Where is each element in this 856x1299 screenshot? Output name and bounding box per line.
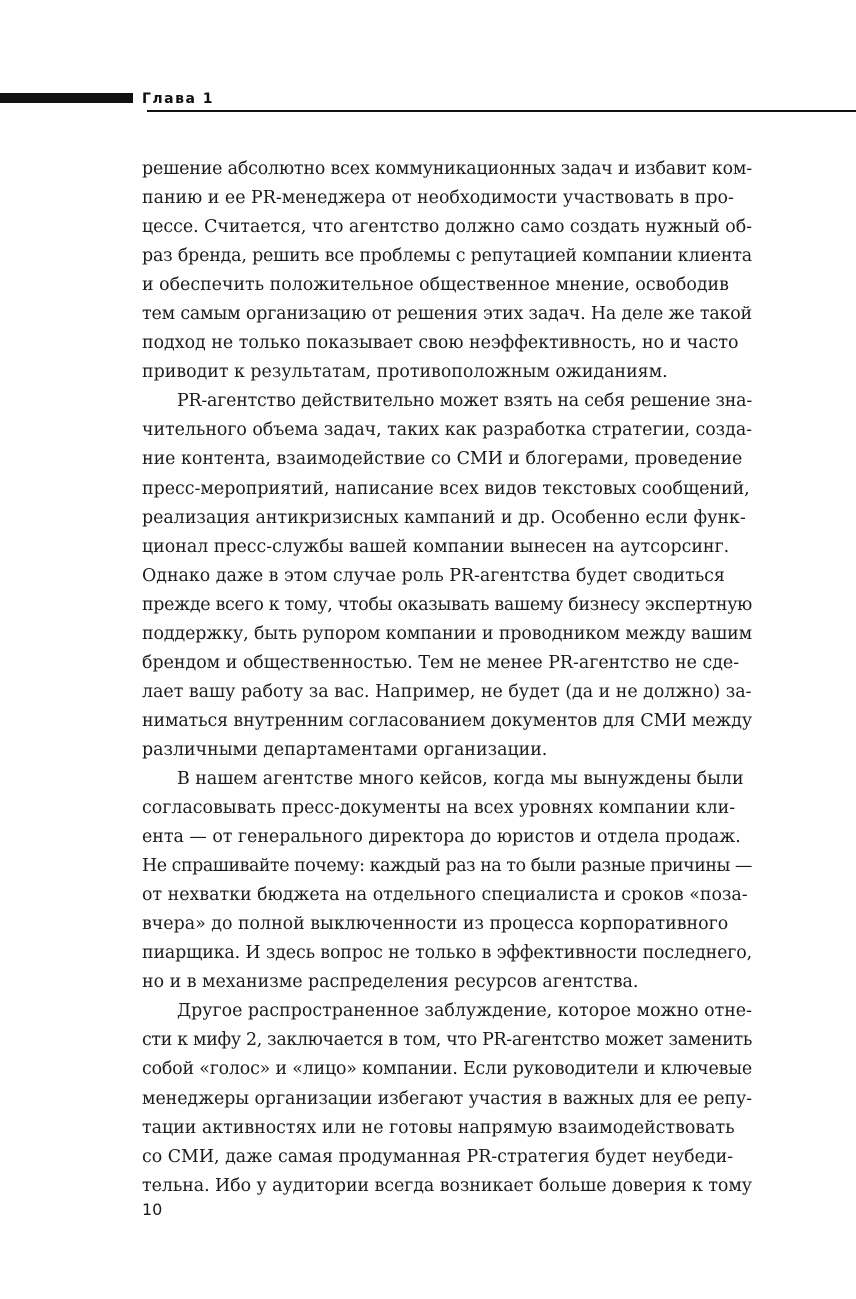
text-line: подход не только показывает свою неэффективность, но и часто <box>142 333 739 354</box>
text-line: лает вашу работу за вас. Например, не будет (да и не должно) за- <box>142 681 752 702</box>
text-line: со СМИ, даже самая продуманная PR-стратегия будет неубеди- <box>142 1146 734 1167</box>
text-line: ционал пресс-службы вашей компании вынесен на аутсорсинг. <box>142 536 730 557</box>
text-line: Однако даже в этом случае роль PR-агентства будет сводиться <box>142 565 725 586</box>
text-line: приводит к результатам, противоположным ожиданиям. <box>142 362 668 383</box>
text-line: сти к мифу 2, заключается в том, что PR-агентство может заменить <box>142 1030 752 1051</box>
text-line: цессе. Считается, что агентство должно само создать нужный об- <box>142 217 752 238</box>
body-text <box>0 155 856 1201</box>
text-line: пиарщика. И здесь вопрос не только в эффективности последнего, <box>142 943 752 964</box>
text-line: брендом и общественностью. Тем не менее PR-агентство не сде- <box>142 652 740 673</box>
text-line: менеджеры организации избегают участия в важных для ее репу- <box>142 1088 752 1109</box>
text-line: вчера» до полной выключенности из процесса корпоративного <box>142 914 729 935</box>
paragraph-first-line: PR-агентство действительно может взять на себя решение зна- <box>177 391 752 412</box>
text-line: Не спрашивайте почему: каждый раз на то были разные причины — <box>142 856 752 877</box>
text-line: но и в механизме распределения ресурсов агентства. <box>142 972 639 993</box>
text-line: различными департаментами организации. <box>142 739 548 760</box>
header-bar <box>0 93 133 103</box>
text-line: ниматься внутренним согласованием документов для СМИ между <box>142 710 752 731</box>
text-line: чительного объема задач, таких как разработка стратегии, созда- <box>142 420 753 441</box>
page-number: 10 <box>142 1200 163 1219</box>
text-line: панию и ее PR-менеджера от необходимости участвовать в про- <box>142 188 734 209</box>
text-line: собой «голос» и «лицо» компании. Если руководители и ключевые <box>142 1059 752 1080</box>
text-line: от нехватки бюджета на отдельного специалиста и сроков «поза- <box>142 885 748 906</box>
paragraph-first-line: В нашем агентстве много кейсов, когда мы вынуждены были <box>177 768 744 789</box>
text-line: реализация антикризисных кампаний и др. Особенно если функ- <box>142 507 746 528</box>
text-line: тем самым организацию от решения этих задач. На деле же такой <box>142 304 752 325</box>
text-line: решение абсолютно всех коммуникационных задач и избавит ком- <box>142 159 752 179</box>
text-line: тации активностях или не готовы напрямую взаимодействовать <box>142 1117 735 1138</box>
text-line: ние контента, взаимодействие со СМИ и блогерами, проведение <box>142 449 743 470</box>
header-rule <box>147 110 856 112</box>
text-line: тельна. Ибо у аудитории всегда возникает больше доверия к тому <box>142 1175 752 1196</box>
text-line: и обеспечить положительное общественное мнение, освободив <box>142 275 729 296</box>
text-line: прежде всего к тому, чтобы оказывать вашему бизнесу экспертную <box>142 594 752 615</box>
text-line: раз бренда, решить все проблемы с репутацией компании клиента <box>142 246 752 267</box>
text-line: ента — от генерального директора до юристов и отдела продаж. <box>142 827 741 848</box>
text-line: поддержку, быть рупором компании и проводником между вашим <box>142 623 752 644</box>
paragraph-first-line: Другое распространенное заблуждение, которое можно отне- <box>177 1001 752 1022</box>
text-line: пресс-мероприятий, написание всех видов текстовых сообщений, <box>142 478 750 499</box>
text-line: согласовывать пресс-документы на всех уровнях компании кли- <box>142 798 736 819</box>
chapter-title: Глава 1 <box>142 91 215 107</box>
